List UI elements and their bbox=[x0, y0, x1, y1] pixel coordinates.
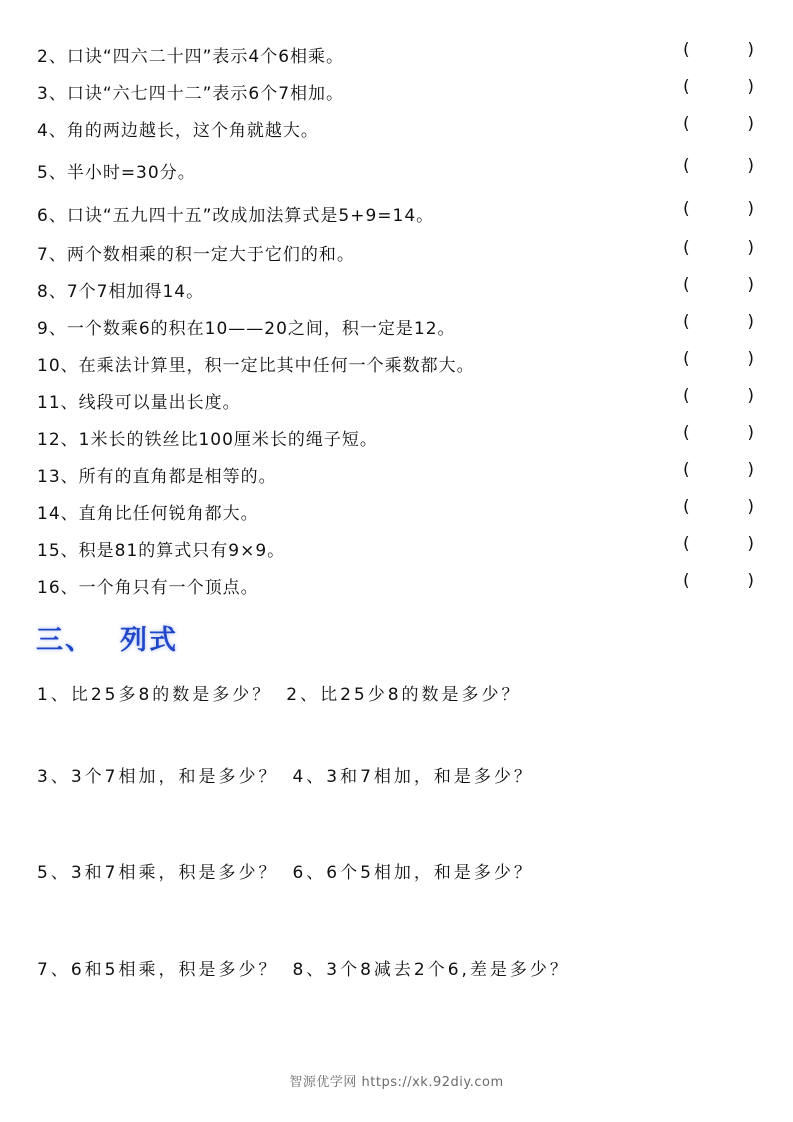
question-row bbox=[37, 858, 534, 883]
tf-item-text: 15、积是81的算式只有9×9。 bbox=[37, 540, 286, 561]
open-paren: ( bbox=[683, 460, 691, 480]
open-paren: ( bbox=[683, 349, 691, 369]
tf-item bbox=[37, 534, 762, 562]
open-paren: ( bbox=[683, 386, 691, 406]
answer-blank[interactable] bbox=[683, 199, 755, 219]
tf-item-text: 14、直角比任何锐角都大。 bbox=[37, 503, 259, 524]
open-paren: ( bbox=[683, 199, 691, 219]
open-paren: ( bbox=[683, 156, 691, 176]
answer-blank[interactable] bbox=[683, 77, 755, 97]
tf-item-text: 2、口诀“四六二十四”表示4个6相乘。 bbox=[37, 46, 345, 67]
close-paren: ) bbox=[747, 199, 755, 219]
tf-item-text: 13、所有的直角都是相等的。 bbox=[37, 466, 277, 487]
tf-item-text: 4、角的两边越长，这个角就越大。 bbox=[37, 120, 319, 141]
tf-item bbox=[37, 77, 762, 105]
question-row bbox=[37, 955, 570, 980]
close-paren: ) bbox=[747, 460, 755, 480]
close-paren: ) bbox=[747, 423, 755, 443]
close-paren: ) bbox=[747, 40, 755, 60]
question-text: 4、3和7相加，和是多少？ bbox=[292, 767, 534, 787]
question-row bbox=[37, 762, 534, 787]
open-paren: ( bbox=[683, 571, 691, 591]
tf-item bbox=[37, 460, 762, 488]
tf-item bbox=[37, 349, 762, 377]
answer-blank[interactable] bbox=[683, 460, 755, 480]
section-number: 三、 bbox=[36, 625, 94, 656]
close-paren: ) bbox=[747, 275, 755, 295]
tf-item bbox=[37, 497, 762, 525]
tf-item bbox=[37, 275, 762, 303]
open-paren: ( bbox=[683, 423, 691, 443]
tf-item-text: 10、在乘法计算里，积一定比其中任何一个乘数都大。 bbox=[37, 355, 475, 376]
tf-item bbox=[37, 114, 762, 142]
close-paren: ) bbox=[747, 349, 755, 369]
answer-blank[interactable] bbox=[683, 571, 755, 591]
answer-blank[interactable] bbox=[683, 534, 755, 554]
true-false-list bbox=[37, 40, 762, 599]
close-paren: ) bbox=[747, 386, 755, 406]
section-heading bbox=[36, 618, 178, 657]
tf-item-text: 16、一个角只有一个顶点。 bbox=[37, 577, 259, 598]
question-text: 5、3和7相乘，积是多少？ bbox=[37, 863, 279, 883]
close-paren: ) bbox=[747, 312, 755, 332]
tf-item-text: 3、口诀“六七四十二”表示6个7相加。 bbox=[37, 83, 345, 104]
tf-item bbox=[37, 238, 762, 266]
close-paren: ) bbox=[747, 571, 755, 591]
answer-blank[interactable] bbox=[683, 156, 755, 176]
section-title-text: 列式 bbox=[120, 625, 178, 656]
close-paren: ) bbox=[747, 497, 755, 517]
tf-item-text: 5、半小时=30分。 bbox=[37, 162, 196, 183]
answer-blank[interactable] bbox=[683, 349, 755, 369]
tf-item bbox=[37, 386, 762, 414]
close-paren: ) bbox=[747, 238, 755, 258]
tf-item-text: 8、7个7相加得14。 bbox=[37, 281, 205, 302]
answer-blank[interactable] bbox=[683, 275, 755, 295]
answer-blank[interactable] bbox=[683, 114, 755, 134]
question-text: 1、比25多8的数是多少？ bbox=[37, 685, 273, 705]
open-paren: ( bbox=[683, 238, 691, 258]
answer-blank[interactable] bbox=[683, 40, 755, 60]
answer-blank[interactable] bbox=[683, 238, 755, 258]
tf-item bbox=[37, 312, 762, 340]
tf-item bbox=[37, 156, 762, 184]
answer-blank[interactable] bbox=[683, 423, 755, 443]
answer-blank[interactable] bbox=[683, 312, 755, 332]
answer-blank[interactable] bbox=[683, 497, 755, 517]
open-paren: ( bbox=[683, 40, 691, 60]
tf-item-text: 12、1米长的铁丝比100厘米长的绳子短。 bbox=[37, 429, 378, 450]
tf-item bbox=[37, 423, 762, 451]
question-text: 6、6个5相加，和是多少？ bbox=[292, 863, 534, 883]
question-text: 8、3个8减去2个6,差是多少？ bbox=[292, 960, 570, 980]
answer-blank[interactable] bbox=[683, 386, 755, 406]
tf-item-text: 6、口诀“五九四十五”改成加法算式是5+9=14。 bbox=[37, 205, 435, 226]
tf-item bbox=[37, 40, 762, 68]
tf-item-text: 11、线段可以量出长度。 bbox=[37, 392, 241, 413]
close-paren: ) bbox=[747, 156, 755, 176]
tf-item-text: 9、一个数乘6的积在10——20之间，积一定是12。 bbox=[37, 318, 456, 339]
close-paren: ) bbox=[747, 77, 755, 97]
open-paren: ( bbox=[683, 114, 691, 134]
question-text: 3、3个7相加，和是多少？ bbox=[37, 767, 279, 787]
open-paren: ( bbox=[683, 275, 691, 295]
open-paren: ( bbox=[683, 497, 691, 517]
close-paren: ) bbox=[747, 114, 755, 134]
tf-item bbox=[37, 199, 762, 227]
open-paren: ( bbox=[683, 312, 691, 332]
open-paren: ( bbox=[683, 534, 691, 554]
question-text: 7、6和5相乘，积是多少？ bbox=[37, 960, 279, 980]
close-paren: ) bbox=[747, 534, 755, 554]
tf-item bbox=[37, 571, 762, 599]
footer-watermark: 智源优学网 https://xk.92diy.com bbox=[289, 1075, 504, 1090]
question-text: 2、比25少8的数是多少？ bbox=[286, 685, 522, 705]
tf-item-text: 7、两个数相乘的积一定大于它们的和。 bbox=[37, 244, 355, 265]
question-row bbox=[37, 680, 522, 705]
open-paren: ( bbox=[683, 77, 691, 97]
